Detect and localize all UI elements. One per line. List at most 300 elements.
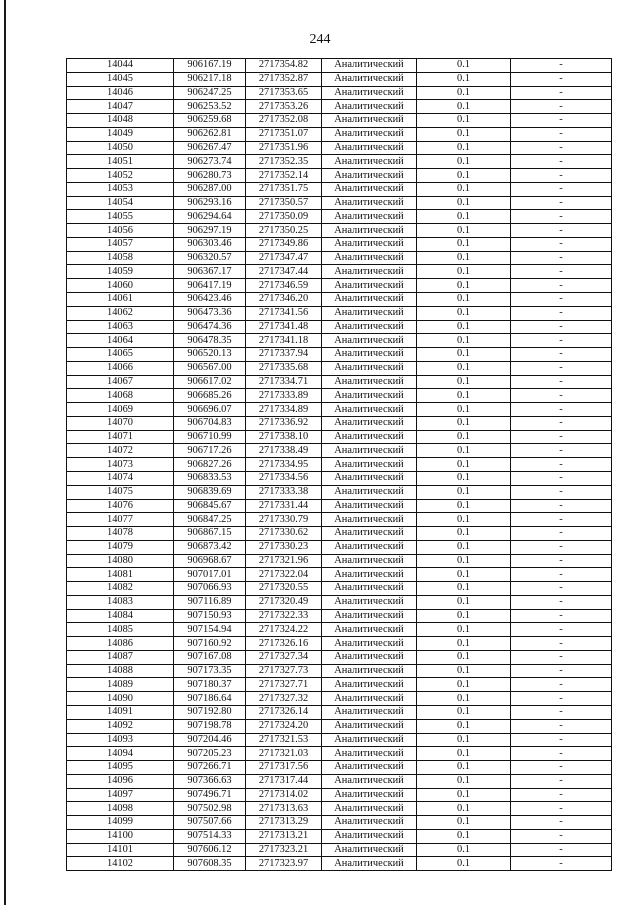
y-coordinate-cell: 2717323.21 bbox=[246, 843, 322, 857]
note-cell: - bbox=[511, 361, 612, 375]
y-coordinate-cell: 2717322.33 bbox=[246, 609, 322, 623]
y-coordinate-cell: 2717353.65 bbox=[246, 86, 322, 100]
accuracy-cell: 0.1 bbox=[417, 430, 511, 444]
point-number-cell: 14050 bbox=[67, 141, 174, 155]
method-cell: Аналитический bbox=[322, 444, 417, 458]
note-cell: - bbox=[511, 499, 612, 513]
note-cell: - bbox=[511, 141, 612, 155]
x-coordinate-cell: 906367.17 bbox=[174, 265, 246, 279]
table-row bbox=[67, 623, 612, 637]
point-number-cell: 14082 bbox=[67, 582, 174, 596]
accuracy-cell: 0.1 bbox=[417, 334, 511, 348]
table-row bbox=[67, 320, 612, 334]
method-cell: Аналитический bbox=[322, 664, 417, 678]
note-cell: - bbox=[511, 72, 612, 86]
y-coordinate-cell: 2717337.94 bbox=[246, 348, 322, 362]
point-number-cell: 14080 bbox=[67, 554, 174, 568]
y-coordinate-cell: 2717327.73 bbox=[246, 664, 322, 678]
note-cell: - bbox=[511, 251, 612, 265]
accuracy-cell: 0.1 bbox=[417, 416, 511, 430]
y-coordinate-cell: 2717313.29 bbox=[246, 816, 322, 830]
x-coordinate-cell: 907496.71 bbox=[174, 788, 246, 802]
x-coordinate-cell: 907514.33 bbox=[174, 829, 246, 843]
x-coordinate-cell: 907608.35 bbox=[174, 857, 246, 871]
point-number-cell: 14069 bbox=[67, 403, 174, 417]
note-cell: - bbox=[511, 540, 612, 554]
page-number: 244 bbox=[309, 32, 331, 47]
note-cell: - bbox=[511, 265, 612, 279]
table-row bbox=[67, 802, 612, 816]
y-coordinate-cell: 2717350.09 bbox=[246, 210, 322, 224]
accuracy-cell: 0.1 bbox=[417, 692, 511, 706]
table-row bbox=[67, 650, 612, 664]
y-coordinate-cell: 2717333.38 bbox=[246, 485, 322, 499]
method-cell: Аналитический bbox=[322, 527, 417, 541]
y-coordinate-cell: 2717317.56 bbox=[246, 761, 322, 775]
y-coordinate-cell: 2717326.14 bbox=[246, 705, 322, 719]
accuracy-cell: 0.1 bbox=[417, 829, 511, 843]
point-number-cell: 14068 bbox=[67, 389, 174, 403]
method-cell: Аналитический bbox=[322, 155, 417, 169]
accuracy-cell: 0.1 bbox=[417, 705, 511, 719]
table-row bbox=[67, 678, 612, 692]
x-coordinate-cell: 906293.16 bbox=[174, 196, 246, 210]
y-coordinate-cell: 2717354.82 bbox=[246, 59, 322, 73]
y-coordinate-cell: 2717338.10 bbox=[246, 430, 322, 444]
accuracy-cell: 0.1 bbox=[417, 224, 511, 238]
table-row bbox=[67, 100, 612, 114]
point-number-cell: 14087 bbox=[67, 650, 174, 664]
note-cell: - bbox=[511, 279, 612, 293]
method-cell: Аналитический bbox=[322, 761, 417, 775]
accuracy-cell: 0.1 bbox=[417, 485, 511, 499]
accuracy-cell: 0.1 bbox=[417, 72, 511, 86]
table-row bbox=[67, 59, 612, 73]
note-cell: - bbox=[511, 210, 612, 224]
y-coordinate-cell: 2717351.07 bbox=[246, 127, 322, 141]
x-coordinate-cell: 906827.26 bbox=[174, 458, 246, 472]
point-number-cell: 14088 bbox=[67, 664, 174, 678]
method-cell: Аналитический bbox=[322, 182, 417, 196]
point-number-cell: 14079 bbox=[67, 540, 174, 554]
x-coordinate-cell: 906167.19 bbox=[174, 59, 246, 73]
method-cell: Аналитический bbox=[322, 513, 417, 527]
note-cell: - bbox=[511, 348, 612, 362]
note-cell: - bbox=[511, 637, 612, 651]
accuracy-cell: 0.1 bbox=[417, 582, 511, 596]
accuracy-cell: 0.1 bbox=[417, 719, 511, 733]
table-row bbox=[67, 582, 612, 596]
accuracy-cell: 0.1 bbox=[417, 127, 511, 141]
point-number-cell: 14090 bbox=[67, 692, 174, 706]
x-coordinate-cell: 906297.19 bbox=[174, 224, 246, 238]
y-coordinate-cell: 2717335.68 bbox=[246, 361, 322, 375]
accuracy-cell: 0.1 bbox=[417, 650, 511, 664]
accuracy-cell: 0.1 bbox=[417, 403, 511, 417]
y-coordinate-cell: 2717351.75 bbox=[246, 182, 322, 196]
table-row bbox=[67, 485, 612, 499]
method-cell: Аналитический bbox=[322, 499, 417, 513]
method-cell: Аналитический bbox=[322, 458, 417, 472]
x-coordinate-cell: 907017.01 bbox=[174, 568, 246, 582]
accuracy-cell: 0.1 bbox=[417, 471, 511, 485]
x-coordinate-cell: 907266.71 bbox=[174, 761, 246, 775]
accuracy-cell: 0.1 bbox=[417, 361, 511, 375]
accuracy-cell: 0.1 bbox=[417, 348, 511, 362]
x-coordinate-cell: 907066.93 bbox=[174, 582, 246, 596]
table-row bbox=[67, 499, 612, 513]
note-cell: - bbox=[511, 733, 612, 747]
y-coordinate-cell: 2717347.44 bbox=[246, 265, 322, 279]
x-coordinate-cell: 907154.94 bbox=[174, 623, 246, 637]
note-cell: - bbox=[511, 678, 612, 692]
x-coordinate-cell: 906259.68 bbox=[174, 114, 246, 128]
accuracy-cell: 0.1 bbox=[417, 499, 511, 513]
note-cell: - bbox=[511, 788, 612, 802]
accuracy-cell: 0.1 bbox=[417, 540, 511, 554]
y-coordinate-cell: 2717313.63 bbox=[246, 802, 322, 816]
note-cell: - bbox=[511, 389, 612, 403]
y-coordinate-cell: 2717321.96 bbox=[246, 554, 322, 568]
method-cell: Аналитический bbox=[322, 306, 417, 320]
y-coordinate-cell: 2717338.49 bbox=[246, 444, 322, 458]
accuracy-cell: 0.1 bbox=[417, 678, 511, 692]
method-cell: Аналитический bbox=[322, 224, 417, 238]
point-number-cell: 14081 bbox=[67, 568, 174, 582]
table-row bbox=[67, 692, 612, 706]
note-cell: - bbox=[511, 293, 612, 307]
note-cell: - bbox=[511, 237, 612, 251]
table-row bbox=[67, 114, 612, 128]
method-cell: Аналитический bbox=[322, 705, 417, 719]
x-coordinate-cell: 906280.73 bbox=[174, 169, 246, 183]
coordinates-table bbox=[66, 58, 612, 871]
method-cell: Аналитический bbox=[322, 361, 417, 375]
point-number-cell: 14064 bbox=[67, 334, 174, 348]
point-number-cell: 14060 bbox=[67, 279, 174, 293]
point-number-cell: 14048 bbox=[67, 114, 174, 128]
point-number-cell: 14096 bbox=[67, 774, 174, 788]
note-cell: - bbox=[511, 471, 612, 485]
note-cell: - bbox=[511, 582, 612, 596]
point-number-cell: 14056 bbox=[67, 224, 174, 238]
accuracy-cell: 0.1 bbox=[417, 182, 511, 196]
table-row bbox=[67, 829, 612, 843]
accuracy-cell: 0.1 bbox=[417, 761, 511, 775]
page-left-border bbox=[4, 0, 6, 905]
method-cell: Аналитический bbox=[322, 279, 417, 293]
point-number-cell: 14100 bbox=[67, 829, 174, 843]
table-row bbox=[67, 375, 612, 389]
point-number-cell: 14098 bbox=[67, 802, 174, 816]
table-row bbox=[67, 361, 612, 375]
y-coordinate-cell: 2717313.21 bbox=[246, 829, 322, 843]
y-coordinate-cell: 2717321.03 bbox=[246, 747, 322, 761]
point-number-cell: 14046 bbox=[67, 86, 174, 100]
y-coordinate-cell: 2717327.34 bbox=[246, 650, 322, 664]
note-cell: - bbox=[511, 774, 612, 788]
x-coordinate-cell: 906294.64 bbox=[174, 210, 246, 224]
point-number-cell: 14091 bbox=[67, 705, 174, 719]
y-coordinate-cell: 2717346.20 bbox=[246, 293, 322, 307]
method-cell: Аналитический bbox=[322, 747, 417, 761]
accuracy-cell: 0.1 bbox=[417, 527, 511, 541]
note-cell: - bbox=[511, 444, 612, 458]
note-cell: - bbox=[511, 306, 612, 320]
point-number-cell: 14099 bbox=[67, 816, 174, 830]
accuracy-cell: 0.1 bbox=[417, 389, 511, 403]
x-coordinate-cell: 906710.99 bbox=[174, 430, 246, 444]
table-row bbox=[67, 774, 612, 788]
y-coordinate-cell: 2717341.56 bbox=[246, 306, 322, 320]
note-cell: - bbox=[511, 114, 612, 128]
y-coordinate-cell: 2717314.02 bbox=[246, 788, 322, 802]
accuracy-cell: 0.1 bbox=[417, 554, 511, 568]
x-coordinate-cell: 907204.46 bbox=[174, 733, 246, 747]
coordinates-table-body bbox=[67, 59, 612, 871]
note-cell: - bbox=[511, 100, 612, 114]
accuracy-cell: 0.1 bbox=[417, 568, 511, 582]
table-row bbox=[67, 747, 612, 761]
note-cell: - bbox=[511, 719, 612, 733]
method-cell: Аналитический bbox=[322, 403, 417, 417]
method-cell: Аналитический bbox=[322, 609, 417, 623]
table-row bbox=[67, 513, 612, 527]
y-coordinate-cell: 2717321.53 bbox=[246, 733, 322, 747]
note-cell: - bbox=[511, 568, 612, 582]
note-cell: - bbox=[511, 692, 612, 706]
point-number-cell: 14061 bbox=[67, 293, 174, 307]
y-coordinate-cell: 2717333.89 bbox=[246, 389, 322, 403]
note-cell: - bbox=[511, 664, 612, 678]
x-coordinate-cell: 906685.26 bbox=[174, 389, 246, 403]
x-coordinate-cell: 906717.26 bbox=[174, 444, 246, 458]
method-cell: Аналитический bbox=[322, 829, 417, 843]
table-row bbox=[67, 416, 612, 430]
method-cell: Аналитический bbox=[322, 430, 417, 444]
y-coordinate-cell: 2717334.95 bbox=[246, 458, 322, 472]
method-cell: Аналитический bbox=[322, 210, 417, 224]
accuracy-cell: 0.1 bbox=[417, 306, 511, 320]
table-row bbox=[67, 237, 612, 251]
method-cell: Аналитический bbox=[322, 788, 417, 802]
method-cell: Аналитический bbox=[322, 582, 417, 596]
note-cell: - bbox=[511, 430, 612, 444]
table-row bbox=[67, 196, 612, 210]
point-number-cell: 14063 bbox=[67, 320, 174, 334]
point-number-cell: 14065 bbox=[67, 348, 174, 362]
x-coordinate-cell: 906217.18 bbox=[174, 72, 246, 86]
method-cell: Аналитический bbox=[322, 320, 417, 334]
point-number-cell: 14071 bbox=[67, 430, 174, 444]
x-coordinate-cell: 906474.36 bbox=[174, 320, 246, 334]
accuracy-cell: 0.1 bbox=[417, 169, 511, 183]
y-coordinate-cell: 2717330.79 bbox=[246, 513, 322, 527]
note-cell: - bbox=[511, 224, 612, 238]
x-coordinate-cell: 906873.42 bbox=[174, 540, 246, 554]
x-coordinate-cell: 906423.46 bbox=[174, 293, 246, 307]
accuracy-cell: 0.1 bbox=[417, 251, 511, 265]
note-cell: - bbox=[511, 375, 612, 389]
method-cell: Аналитический bbox=[322, 72, 417, 86]
note-cell: - bbox=[511, 857, 612, 871]
table-row bbox=[67, 86, 612, 100]
table-row bbox=[67, 155, 612, 169]
method-cell: Аналитический bbox=[322, 857, 417, 871]
y-coordinate-cell: 2717346.59 bbox=[246, 279, 322, 293]
table-row bbox=[67, 169, 612, 183]
method-cell: Аналитический bbox=[322, 623, 417, 637]
method-cell: Аналитический bbox=[322, 114, 417, 128]
note-cell: - bbox=[511, 623, 612, 637]
y-coordinate-cell: 2717331.44 bbox=[246, 499, 322, 513]
point-number-cell: 14083 bbox=[67, 595, 174, 609]
point-number-cell: 14066 bbox=[67, 361, 174, 375]
accuracy-cell: 0.1 bbox=[417, 210, 511, 224]
x-coordinate-cell: 906567.00 bbox=[174, 361, 246, 375]
note-cell: - bbox=[511, 513, 612, 527]
method-cell: Аналитический bbox=[322, 251, 417, 265]
method-cell: Аналитический bbox=[322, 100, 417, 114]
accuracy-cell: 0.1 bbox=[417, 141, 511, 155]
point-number-cell: 14062 bbox=[67, 306, 174, 320]
point-number-cell: 14101 bbox=[67, 843, 174, 857]
point-number-cell: 14092 bbox=[67, 719, 174, 733]
method-cell: Аналитический bbox=[322, 733, 417, 747]
table-row bbox=[67, 816, 612, 830]
x-coordinate-cell: 906696.07 bbox=[174, 403, 246, 417]
table-row bbox=[67, 210, 612, 224]
note-cell: - bbox=[511, 595, 612, 609]
accuracy-cell: 0.1 bbox=[417, 155, 511, 169]
table-row bbox=[67, 458, 612, 472]
point-number-cell: 14073 bbox=[67, 458, 174, 472]
method-cell: Аналитический bbox=[322, 843, 417, 857]
x-coordinate-cell: 906833.53 bbox=[174, 471, 246, 485]
accuracy-cell: 0.1 bbox=[417, 444, 511, 458]
accuracy-cell: 0.1 bbox=[417, 375, 511, 389]
x-coordinate-cell: 907173.35 bbox=[174, 664, 246, 678]
note-cell: - bbox=[511, 334, 612, 348]
method-cell: Аналитический bbox=[322, 650, 417, 664]
point-number-cell: 14055 bbox=[67, 210, 174, 224]
note-cell: - bbox=[511, 182, 612, 196]
x-coordinate-cell: 907366.63 bbox=[174, 774, 246, 788]
x-coordinate-cell: 906839.69 bbox=[174, 485, 246, 499]
method-cell: Аналитический bbox=[322, 237, 417, 251]
y-coordinate-cell: 2717352.14 bbox=[246, 169, 322, 183]
y-coordinate-cell: 2717327.32 bbox=[246, 692, 322, 706]
point-number-cell: 14077 bbox=[67, 513, 174, 527]
note-cell: - bbox=[511, 527, 612, 541]
method-cell: Аналитический bbox=[322, 568, 417, 582]
method-cell: Аналитический bbox=[322, 471, 417, 485]
method-cell: Аналитический bbox=[322, 554, 417, 568]
table-row bbox=[67, 857, 612, 871]
x-coordinate-cell: 907198.78 bbox=[174, 719, 246, 733]
x-coordinate-cell: 907186.64 bbox=[174, 692, 246, 706]
method-cell: Аналитический bbox=[322, 375, 417, 389]
note-cell: - bbox=[511, 843, 612, 857]
table-row bbox=[67, 843, 612, 857]
note-cell: - bbox=[511, 761, 612, 775]
accuracy-cell: 0.1 bbox=[417, 320, 511, 334]
note-cell: - bbox=[511, 609, 612, 623]
note-cell: - bbox=[511, 485, 612, 499]
x-coordinate-cell: 906617.02 bbox=[174, 375, 246, 389]
note-cell: - bbox=[511, 403, 612, 417]
table-row bbox=[67, 540, 612, 554]
accuracy-cell: 0.1 bbox=[417, 733, 511, 747]
method-cell: Аналитический bbox=[322, 637, 417, 651]
x-coordinate-cell: 906968.67 bbox=[174, 554, 246, 568]
point-number-cell: 14094 bbox=[67, 747, 174, 761]
note-cell: - bbox=[511, 320, 612, 334]
method-cell: Аналитический bbox=[322, 141, 417, 155]
y-coordinate-cell: 2717327.71 bbox=[246, 678, 322, 692]
table-row bbox=[67, 444, 612, 458]
y-coordinate-cell: 2717330.62 bbox=[246, 527, 322, 541]
note-cell: - bbox=[511, 416, 612, 430]
x-coordinate-cell: 907192.80 bbox=[174, 705, 246, 719]
y-coordinate-cell: 2717351.96 bbox=[246, 141, 322, 155]
accuracy-cell: 0.1 bbox=[417, 100, 511, 114]
point-number-cell: 14089 bbox=[67, 678, 174, 692]
method-cell: Аналитический bbox=[322, 169, 417, 183]
point-number-cell: 14052 bbox=[67, 169, 174, 183]
method-cell: Аналитический bbox=[322, 127, 417, 141]
x-coordinate-cell: 907150.93 bbox=[174, 609, 246, 623]
x-coordinate-cell: 907116.89 bbox=[174, 595, 246, 609]
table-row bbox=[67, 719, 612, 733]
accuracy-cell: 0.1 bbox=[417, 802, 511, 816]
y-coordinate-cell: 2717352.35 bbox=[246, 155, 322, 169]
table-row bbox=[67, 306, 612, 320]
note-cell: - bbox=[511, 554, 612, 568]
x-coordinate-cell: 906320.57 bbox=[174, 251, 246, 265]
x-coordinate-cell: 906267.47 bbox=[174, 141, 246, 155]
table-row bbox=[67, 595, 612, 609]
accuracy-cell: 0.1 bbox=[417, 86, 511, 100]
point-number-cell: 14051 bbox=[67, 155, 174, 169]
x-coordinate-cell: 907180.37 bbox=[174, 678, 246, 692]
accuracy-cell: 0.1 bbox=[417, 458, 511, 472]
point-number-cell: 14059 bbox=[67, 265, 174, 279]
point-number-cell: 14072 bbox=[67, 444, 174, 458]
point-number-cell: 14093 bbox=[67, 733, 174, 747]
y-coordinate-cell: 2717352.87 bbox=[246, 72, 322, 86]
point-number-cell: 14076 bbox=[67, 499, 174, 513]
table-row bbox=[67, 554, 612, 568]
x-coordinate-cell: 906473.36 bbox=[174, 306, 246, 320]
method-cell: Аналитический bbox=[322, 692, 417, 706]
point-number-cell: 14102 bbox=[67, 857, 174, 871]
accuracy-cell: 0.1 bbox=[417, 595, 511, 609]
accuracy-cell: 0.1 bbox=[417, 59, 511, 73]
method-cell: Аналитический bbox=[322, 265, 417, 279]
x-coordinate-cell: 906303.46 bbox=[174, 237, 246, 251]
accuracy-cell: 0.1 bbox=[417, 637, 511, 651]
table-row bbox=[67, 664, 612, 678]
method-cell: Аналитический bbox=[322, 774, 417, 788]
point-number-cell: 14047 bbox=[67, 100, 174, 114]
table-row bbox=[67, 761, 612, 775]
point-number-cell: 14084 bbox=[67, 609, 174, 623]
method-cell: Аналитический bbox=[322, 348, 417, 362]
x-coordinate-cell: 906867.15 bbox=[174, 527, 246, 541]
note-cell: - bbox=[511, 86, 612, 100]
accuracy-cell: 0.1 bbox=[417, 609, 511, 623]
